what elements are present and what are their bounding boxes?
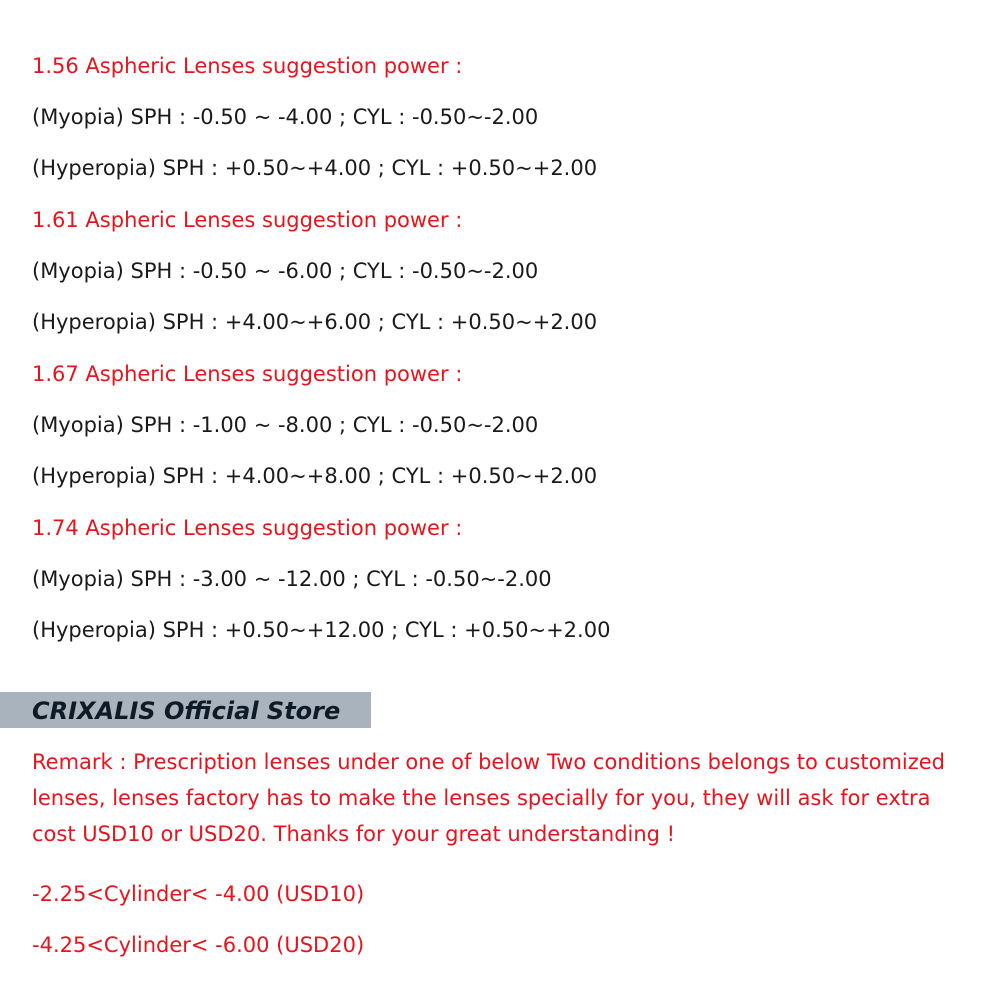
lens-161-myopia: (Myopia) SPH : -0.50 ~ -6.00 ; CYL : -0.50~-2.00 <box>32 259 539 283</box>
lens-156-myopia: (Myopia) SPH : -0.50 ~ -4.00 ; CYL : -0.50~-2.00 <box>32 105 539 129</box>
lens-156-hyperopia: (Hyperopia) SPH : +0.50~+4.00 ; CYL : +0.50~+2.00 <box>32 156 598 180</box>
store-banner-title: CRIXALIS Official Store <box>32 697 341 725</box>
condition-usd10: -2.25<Cylinder< -4.00 (USD10) <box>32 882 365 906</box>
lens-167-heading: 1.67 Aspheric Lenses suggestion power : <box>32 362 463 386</box>
lens-167-hyperopia: (Hyperopia) SPH : +4.00~+8.00 ; CYL : +0.50~+2.00 <box>32 464 598 488</box>
remark-text: Remark : Prescription lenses under one of below Two conditions belongs to customized lenses, lenses factory has to make the lenses specially for you, they will ask for extra cost USD10 or USD20. Thanks for your great understanding ! <box>32 750 946 846</box>
lens-156-heading: 1.56 Aspheric Lenses suggestion power : <box>32 54 463 78</box>
lens-174-myopia: (Myopia) SPH : -3.00 ~ -12.00 ; CYL : -0.50~-2.00 <box>32 567 552 591</box>
lens-161-heading: 1.61 Aspheric Lenses suggestion power : <box>32 208 463 232</box>
lens-174-hyperopia: (Hyperopia) SPH : +0.50~+12.00 ; CYL : +0.50~+2.00 <box>32 618 611 642</box>
lens-161-hyperopia: (Hyperopia) SPH : +4.00~+6.00 ; CYL : +0.50~+2.00 <box>32 310 598 334</box>
condition-usd20: -4.25<Cylinder< -6.00 (USD20) <box>32 933 365 957</box>
lens-174-heading: 1.74 Aspheric Lenses suggestion power : <box>32 516 463 540</box>
lens-167-myopia: (Myopia) SPH : -1.00 ~ -8.00 ; CYL : -0.50~-2.00 <box>32 413 539 437</box>
store-banner <box>0 692 371 728</box>
